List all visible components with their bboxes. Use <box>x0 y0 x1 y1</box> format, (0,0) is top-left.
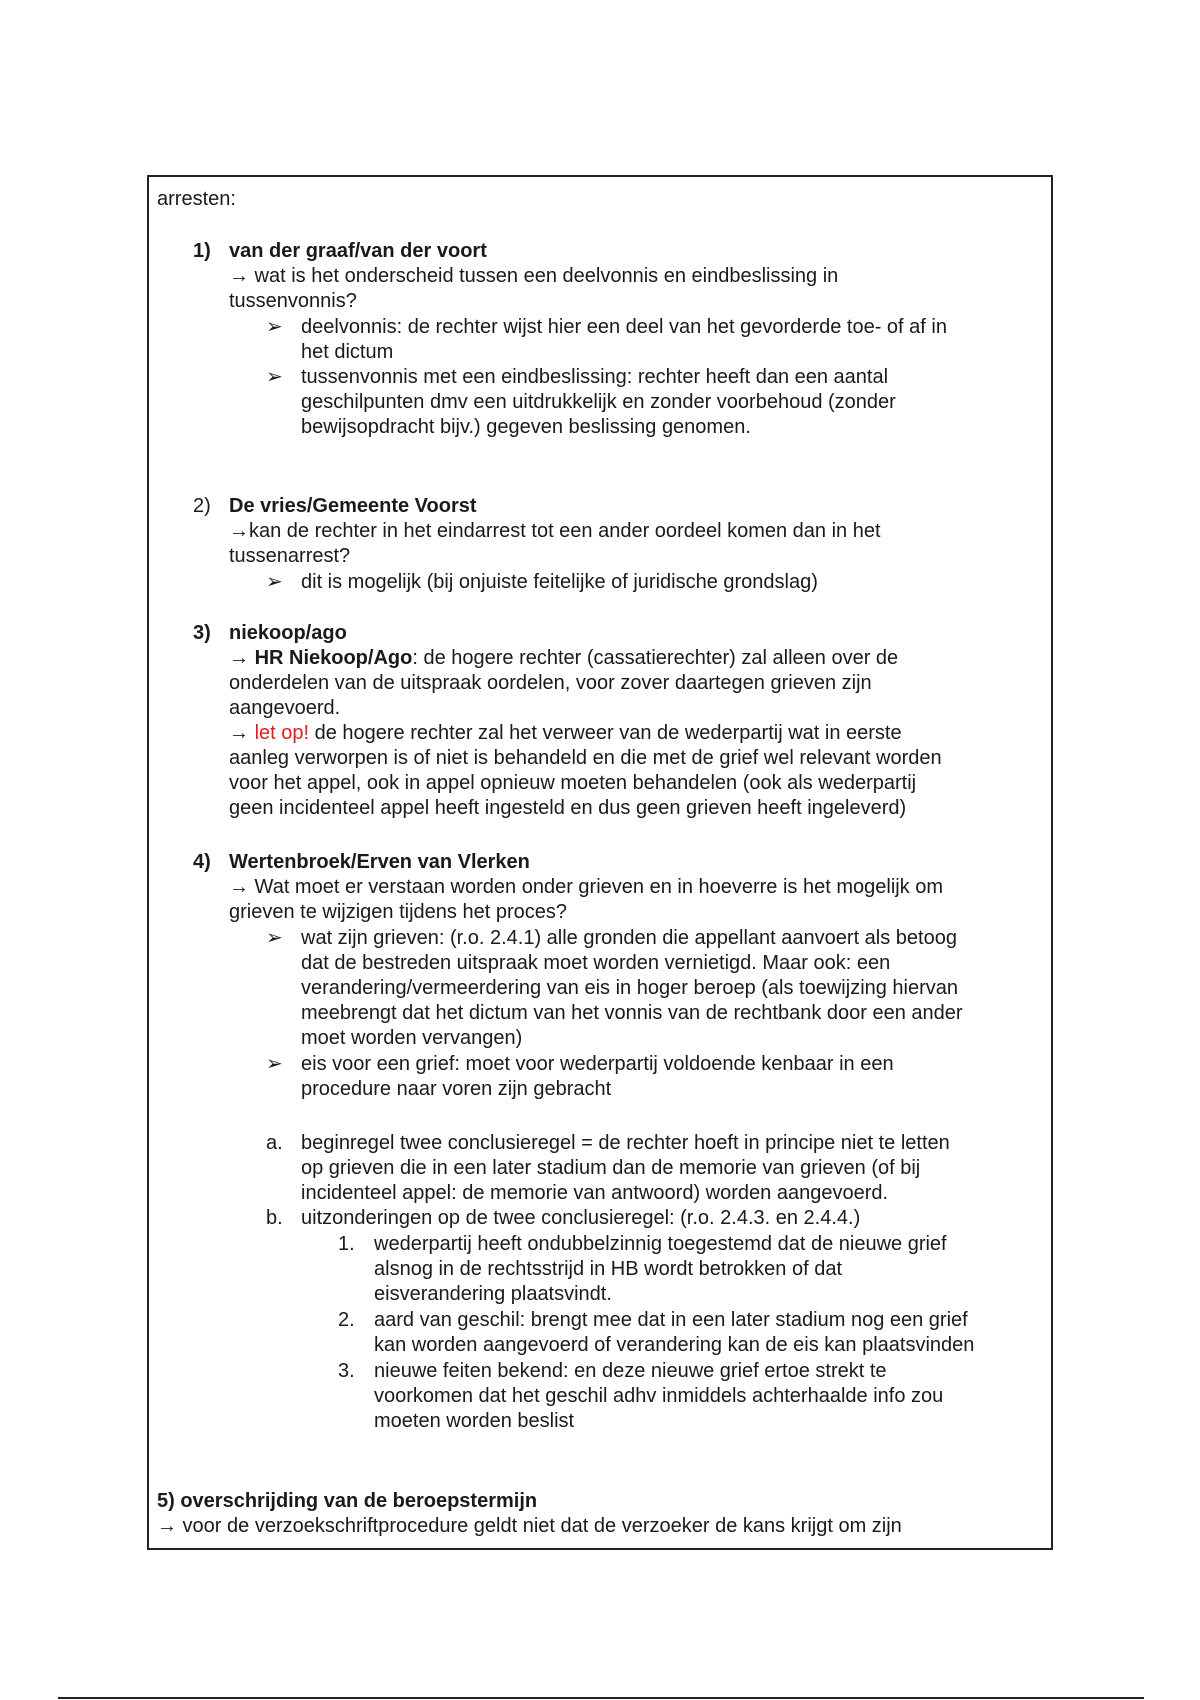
section-3-line-3: aangevoerd. <box>229 697 341 719</box>
list-number-2: 2. <box>338 1309 355 1331</box>
section-5-title: 5) overschrijding van de beroepstermijn <box>157 1490 538 1512</box>
list-label-b: b. <box>266 1207 283 1229</box>
exception-2-cont: kan worden aangevoerd of verandering kan de eis kan plaatsvinden <box>374 1334 975 1356</box>
section-1-bullet-1-cont: het dictum <box>301 341 394 363</box>
section-4-title: Wertenbroek/Erven van Vlerken <box>229 851 530 873</box>
section-3-line-7: geen incidenteel appel heeft ingesteld en dus geen grieven heeft ingeleverd) <box>229 797 907 819</box>
section-2-question: →kan de rechter in het eindarrest tot een ander oordeel komen dan in het <box>229 520 881 542</box>
item-a-cont: op grieven die in een later stadium dan de memorie van grieven (of bij <box>301 1157 921 1179</box>
section-3-line-4 <box>229 721 902 746</box>
bullet-icon: ➢ <box>266 366 283 388</box>
section-5-line-1: → voor de verzoekschriftprocedure geldt niet dat de verzoeker de kans krijgt om zijn <box>157 1515 902 1537</box>
list-label-a: a. <box>266 1132 283 1154</box>
section-4-bullet-1: wat zijn grieven: (r.o. 2.4.1) alle gronden die appellant aanvoert als betoog <box>301 927 957 949</box>
section-3-line-1 <box>229 646 898 671</box>
section-1-question: → wat is het onderscheid tussen een deelvonnis en eindbeslissing in <box>229 265 839 287</box>
exception-3-cont: moeten worden beslist <box>374 1410 575 1432</box>
exception-2: aard van geschil: brengt mee dat in een later stadium nog een grief <box>374 1309 968 1331</box>
intro-label: arresten: <box>157 188 236 210</box>
section-1-number: 1) <box>193 240 211 262</box>
section-3-line-4-text: de hogere rechter zal het verweer van de wederpartij wat in eerste <box>309 722 902 744</box>
item-b: uitzonderingen op de twee conclusieregel: (r.o. 2.4.3. en 2.4.4.) <box>301 1207 861 1229</box>
section-1-bullet-1: deelvonnis: de rechter wijst hier een deel van het gevorderde toe- of af in <box>301 316 947 338</box>
section-2-question-cont: tussenarrest? <box>229 545 351 567</box>
exception-3: nieuwe feiten bekend: en deze nieuwe grief ertoe strekt te <box>374 1360 887 1382</box>
section-1-question-cont: tussenvonnis? <box>229 290 357 312</box>
arrow-icon: → <box>229 722 249 744</box>
section-4-bullet-1-cont: verandering/vermeerdering van eis in hoger beroep (als toewijzing hiervan <box>301 977 959 999</box>
section-2-bullet-1: dit is mogelijk (bij onjuiste feitelijke of juridische grondslag) <box>301 571 818 593</box>
section-3-number: 3) <box>193 622 211 644</box>
section-3-line-5: aanleg verworpen is of niet is behandeld en die met de grief wel relevant worden <box>229 747 942 769</box>
item-a-cont: incidenteel appel: de memorie van antwoord) worden aangevoerd. <box>301 1182 889 1204</box>
section-4-bullet-2-cont: procedure naar voren zijn gebracht <box>301 1078 612 1100</box>
exception-3-cont: voorkomen dat het geschil adhv inmiddels achterhaalde info zou <box>374 1385 944 1407</box>
exception-1: wederpartij heeft ondubbelzinnig toegestemd dat de nieuwe grief <box>374 1233 947 1255</box>
section-4-bullet-1-cont: meebrengt dat het dictum van het vonnis van de rechtbank door een ander <box>301 1002 963 1024</box>
section-3-line-6: voor het appel, ook in appel opnieuw moeten behandelen (ook als wederpartij <box>229 772 917 794</box>
section-4-question-cont: grieven te wijzigen tijdens het proces? <box>229 901 567 923</box>
bullet-icon: ➢ <box>266 927 283 949</box>
list-number-1: 1. <box>338 1233 355 1255</box>
section-4-bullet-1-cont: dat de bestreden uitspraak moet worden vernietigd. Maar ook: een <box>301 952 891 974</box>
item-a: beginregel twee conclusieregel = de rechter hoeft in principe niet te letten <box>301 1132 950 1154</box>
section-2-number: 2) <box>193 495 211 517</box>
section-1-bullet-2-cont: geschilpunten dmv een uitdrukkelijk en zonder voorbehoud (zonder <box>301 391 896 413</box>
exception-1-cont: eisverandering plaatsvindt. <box>374 1283 612 1305</box>
footer-divider <box>58 1697 1144 1699</box>
exception-1-cont: alsnog in de rechtsstrijd in HB wordt betrokken of dat <box>374 1258 843 1280</box>
section-4-question: → Wat moet er verstaan worden onder grieven en in hoeverre is het mogelijk om <box>229 876 944 898</box>
section-3-title: niekoop/ago <box>229 622 347 644</box>
section-3-line-2: onderdelen van de uitspraak oordelen, voor zover daartegen grieven zijn <box>229 672 872 694</box>
section-1-bullet-2: tussenvonnis met een eindbeslissing: rechter heeft dan een aantal <box>301 366 889 388</box>
let-op-note: let op! <box>254 722 310 744</box>
arrow-icon: → <box>229 647 249 669</box>
section-4-bullet-1-cont: moet worden vervangen) <box>301 1027 523 1049</box>
bullet-icon: ➢ <box>266 571 283 593</box>
section-1-bullet-2-cont: bewijsopdracht bijv.) gegeven beslissing genomen. <box>301 416 751 438</box>
bullet-icon: ➢ <box>266 316 283 338</box>
section-4-bullet-2: eis voor een grief: moet voor wederpartij voldoende kenbaar in een <box>301 1053 894 1075</box>
section-3-line-1-text: : de hogere rechter (cassatierechter) zal alleen over de <box>412 647 899 669</box>
section-3-hr-ref: HR Niekoop/Ago <box>254 647 413 669</box>
bullet-icon: ➢ <box>266 1053 283 1075</box>
list-number-3: 3. <box>338 1360 355 1382</box>
section-2-title: De vries/Gemeente Voorst <box>229 495 477 517</box>
section-4-number: 4) <box>193 851 211 873</box>
section-1-title: van der graaf/van der voort <box>229 240 487 262</box>
